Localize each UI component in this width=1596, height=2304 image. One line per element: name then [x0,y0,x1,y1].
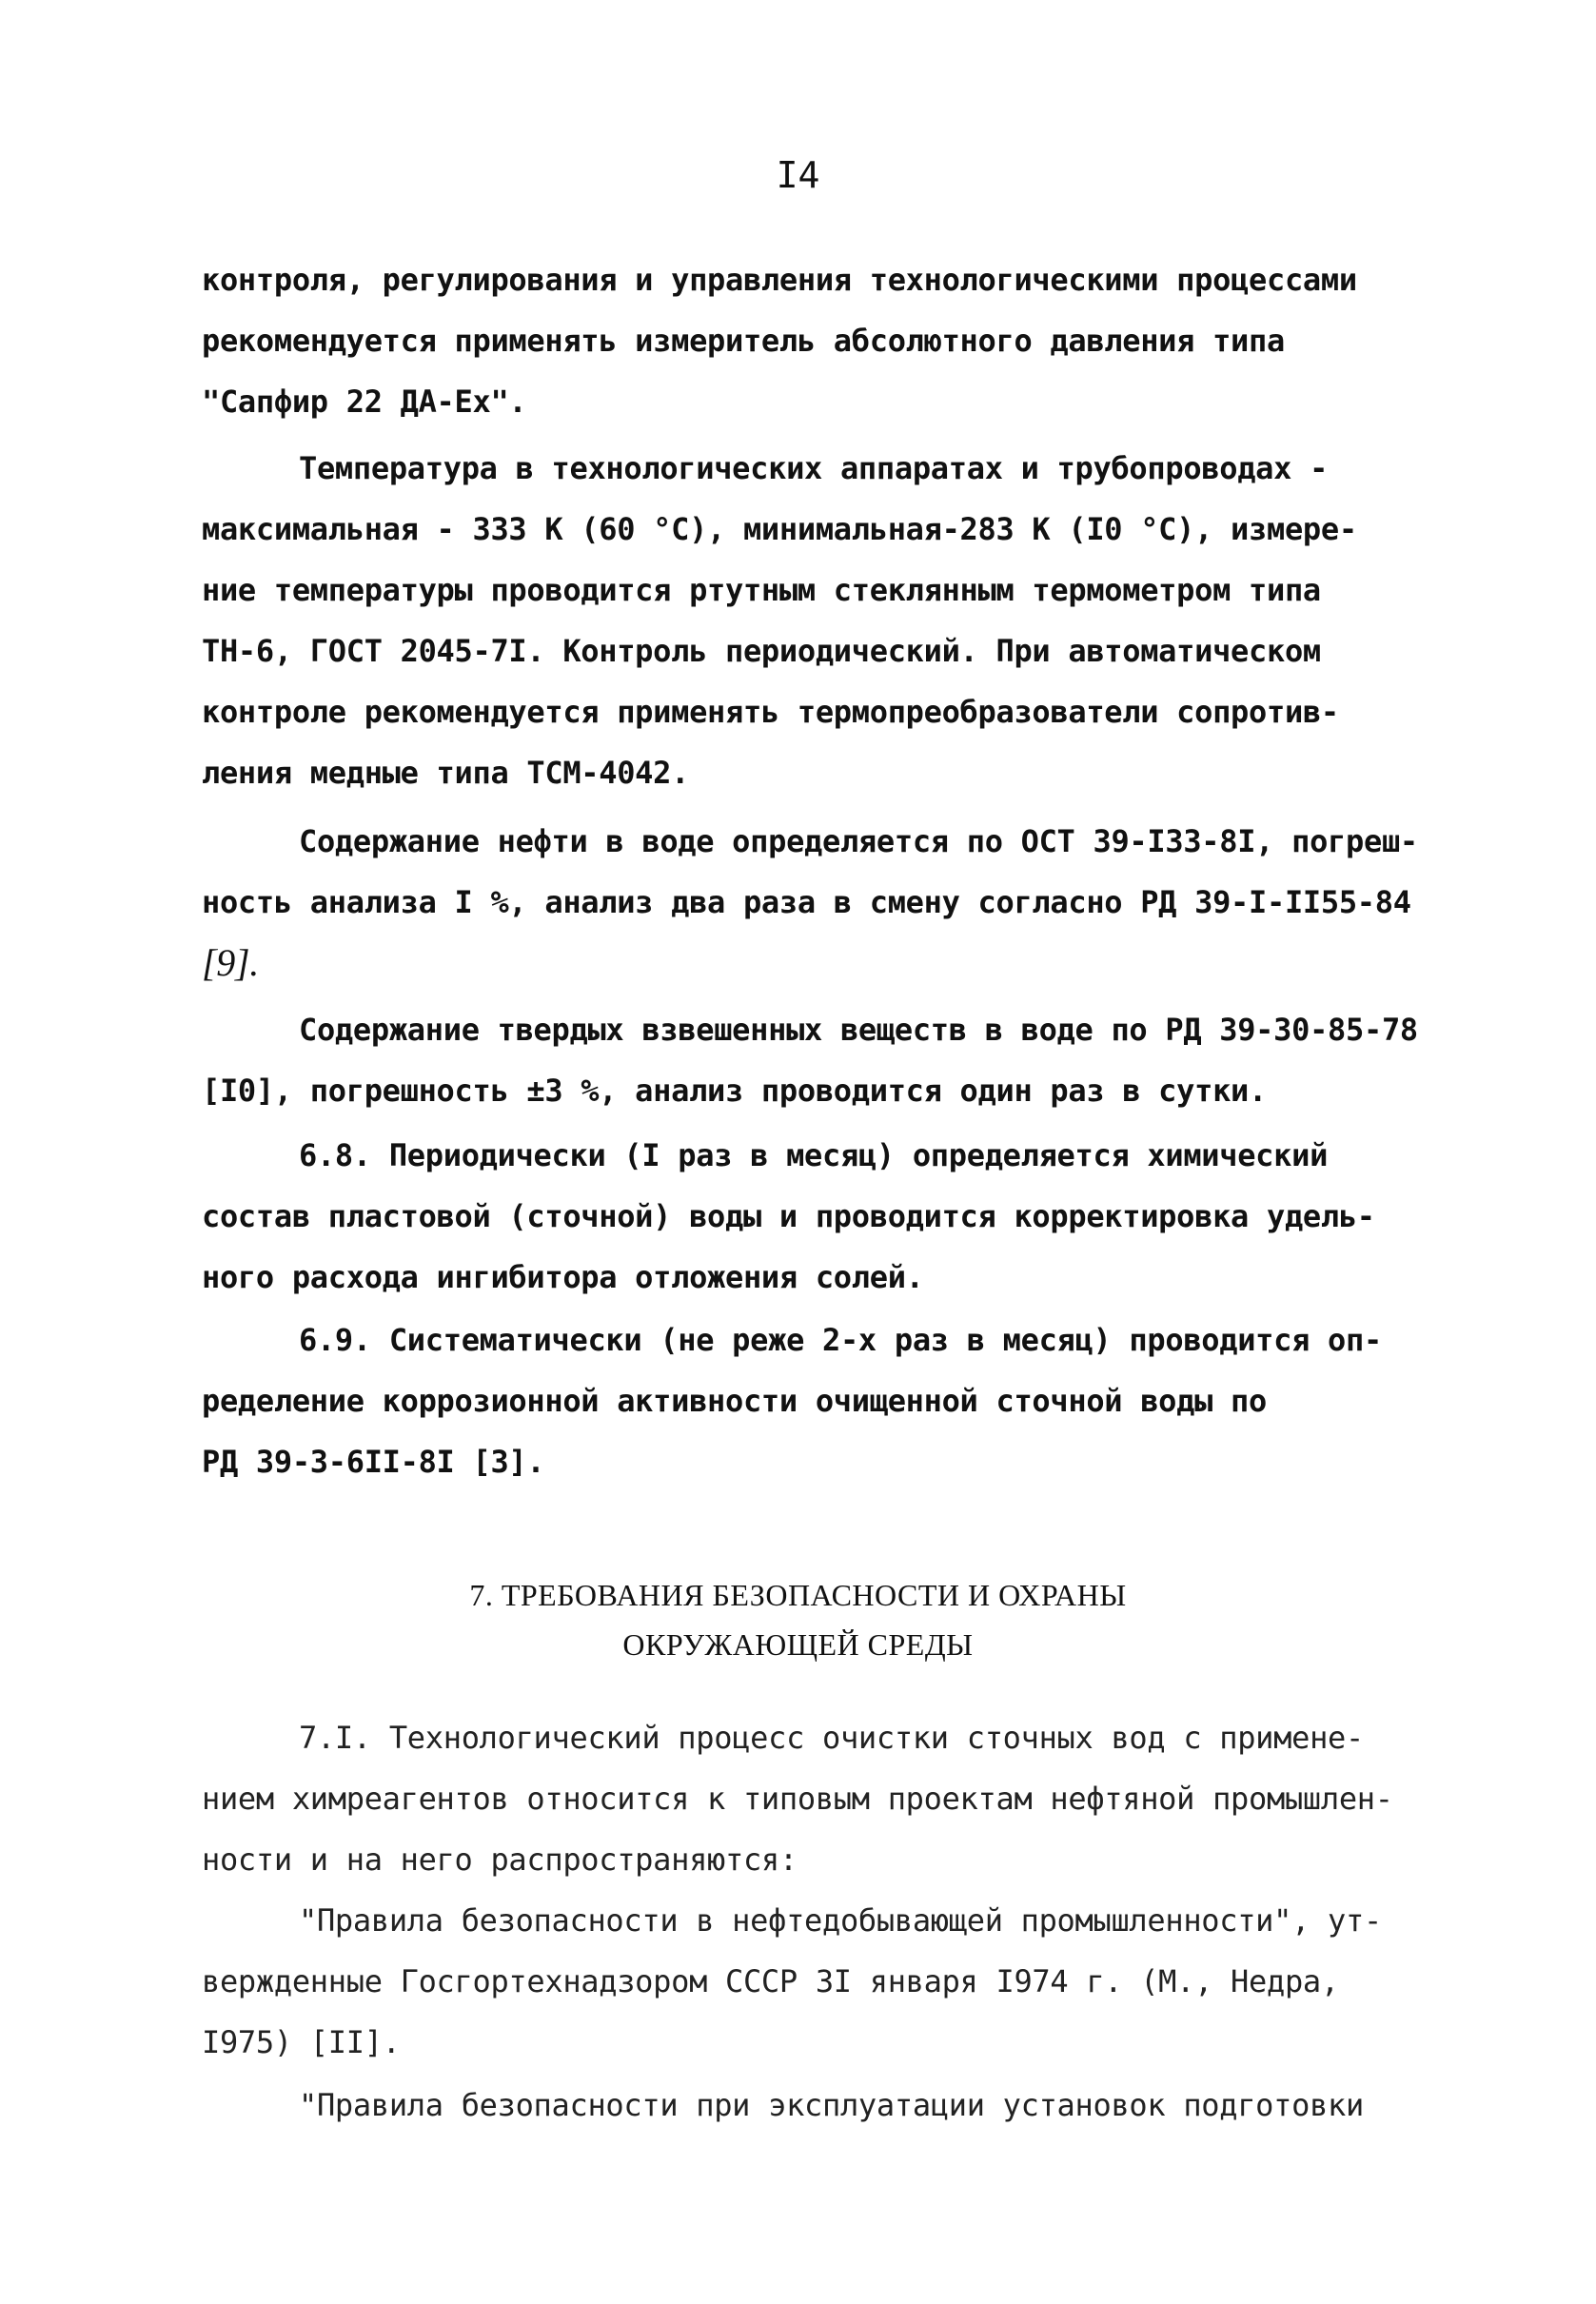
page-number: I4 [776,154,820,196]
text-line: максимальная - 333 К (60 °С), минимальная-283 К (I0 °С), измере- [202,511,1357,547]
text-line: ТН-6, ГОСТ 2045-7I. Контроль периодический. При автоматическом [202,633,1321,669]
text-line: ность анализа I %, анализ два раза в смену согласно РД 39-I-II55-84 [202,884,1411,920]
text-line: "Правила безопасности в нефтедобывающей промышленности", ут- [299,1902,1382,1939]
text-line: 7.I. Технологический процесс очистки сточных вод с примене- [299,1720,1364,1756]
paragraph-6-9 [202,1310,1515,1492]
paragraph-oil-content [202,811,1515,994]
text-line: "Правила безопасности при эксплуатации установок подготовки [299,2087,1364,2123]
text-line: состав пластовой (сточной) воды и проводится корректировка удель- [202,1198,1375,1234]
text-line: контроле рекомендуется применять термопреобразователи сопротив- [202,694,1339,730]
paragraph-safety-rules-oil-production [202,1890,1515,2073]
text-line: 6.8. Периодически (I раз в месяц) определяется химический [299,1137,1329,1173]
text-line: ределение коррозионной активности очищенной сточной воды по [202,1383,1267,1419]
section-heading-7 [0,1570,1596,1669]
section-heading-line-1: 7. ТРЕБОВАНИЯ БЕЗОПАСНОСТИ И ОХРАНЫ [469,1578,1127,1612]
text-line: ние температуры проводится ртутным стеклянным термометром типа [202,572,1321,608]
text-line: нием химреагентов относится к типовым проектам нефтяной промышлен- [202,1781,1393,1817]
text-line: 6.9. Систематически (не реже 2-х раз в месяц) проводится оп- [299,1322,1382,1358]
paragraph-temperature [202,438,1515,803]
reference-line: [9]. [202,941,259,984]
text-line: Содержание твердых взвешенных веществ в воде по РД 39-30-85-78 [299,1012,1418,1048]
text-line: "Сапфир 22 ДА-Ех". [202,384,527,420]
text-line: контроля, регулирования и управления технологическими процессами [202,262,1357,298]
text-line: ления медные типа ТСМ-4042. [202,755,690,791]
text-line: Температура в технологических аппаратах и трубопроводах - [299,450,1329,486]
paragraph-safety-rules-installations [202,2075,1515,2136]
text-line: Содержание нефти в воде определяется по ОСТ 39-I33-8I, погреш- [299,823,1418,859]
section-heading-line-2: ОКРУЖАЮЩЕЙ СРЕДЫ [622,1627,974,1662]
paragraph-control-continuation [202,249,1515,432]
text-line: I975) [II]. [202,2024,401,2060]
text-line: ности и на него распространяются: [202,1841,798,1878]
paragraph-6-8 [202,1125,1515,1308]
text-line: рекомендуется применять измеритель абсолютного давления типа [202,323,1285,359]
text-line: [I0], погрешность ±3 %, анализ проводится один раз в сутки. [202,1073,1267,1109]
paragraph-solids-content [202,999,1515,1121]
text-line: ного расхода ингибитора отложения солей. [202,1259,924,1295]
paragraph-7-1 [202,1707,1515,1890]
text-line: РД 39-3-6II-8I [3]. [202,1444,545,1480]
text-line: вержденные Госгортехнадзором СССР 3I января I974 г. (М., Недра, [202,1963,1339,1999]
